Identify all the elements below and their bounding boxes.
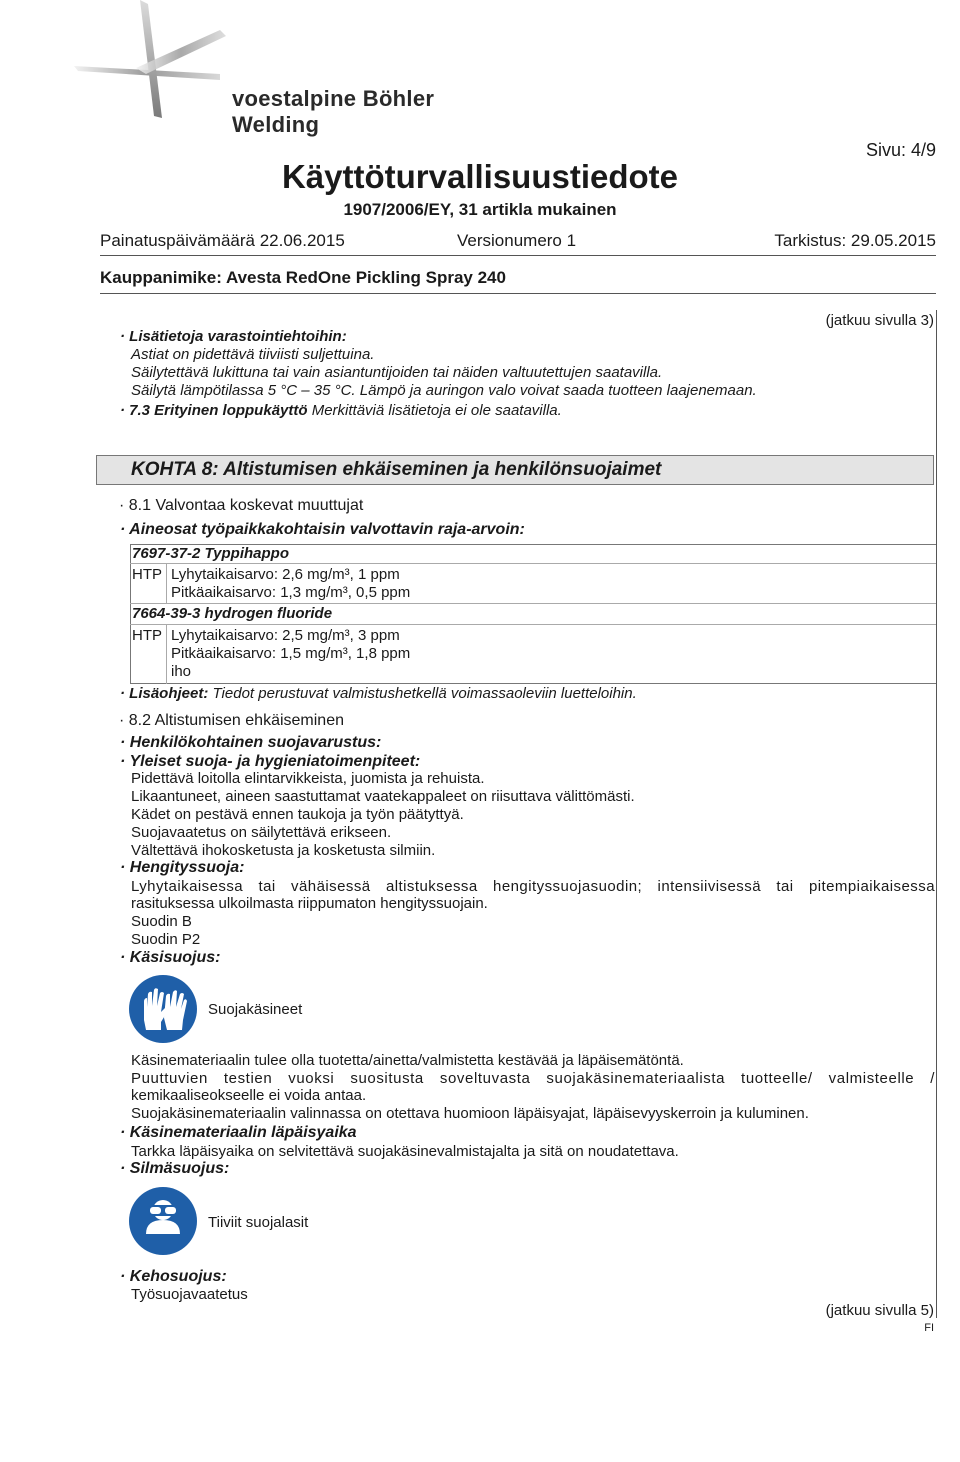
ingredients-heading: · Aineosat työpaikkakohtaisin valvottavin raja-arvoin: (120, 521, 525, 538)
goggles-label: Tiiviit suojalasit (208, 1214, 309, 1231)
hand-protection-text: Suojakäsinemateriaalin valinnassa on otettava huomioon läpäisyajat, läpäisevyyskerroin ja kuluminen. (131, 1105, 809, 1122)
table-divider (166, 624, 167, 684)
section-8-title: KOHTA 8: Altistumisen ehkäiseminen ja henkilönsuojaimet (131, 459, 662, 480)
page-number: Sivu: 4/9 (865, 140, 936, 160)
hand-protection-heading: · Käsisuojus: (120, 949, 221, 966)
document-subtitle: 1907/2006/EY, 31 artikla mukainen (343, 200, 617, 219)
storage-line: Säilytettävä lukittuna tai vain asiantuntijoiden tai näiden valtuutettujen saatavilla. (131, 364, 663, 381)
eye-protection-heading: · Silmäsuojus: (120, 1160, 230, 1177)
section-8-header (96, 455, 934, 485)
company-logo (70, 0, 490, 137)
print-date: Painatuspäivämäärä 22.06.2015 (100, 231, 345, 250)
limit-type: HTP (132, 566, 162, 583)
revision-date: Tarkistus: 29.05.2015 (774, 231, 936, 250)
general-measures-heading: · Yleiset suoja- ja hygieniatoimenpiteet: (120, 753, 421, 770)
permeation-heading: · Käsinemateriaalin läpäisyaika (120, 1124, 357, 1141)
limit-value: Lyhytaikaisarvo: 2,5 mg/m³, 3 ppm (171, 627, 400, 644)
extra-info-label: · Lisäohjeet: (120, 685, 209, 702)
storage-line: Astiat on pidettävä tiiviisti suljettuina. (131, 346, 375, 363)
respiratory-text: Lyhytaikaisessa tai vähäisessä altistuksessa hengityssuojasuodin; intensiivisessä tai pitempiaikaisessa (131, 878, 935, 895)
language-code: FI (924, 1322, 934, 1334)
table-divider (130, 624, 936, 625)
general-measure: Pidettävä loitolla elintarvikkeista, juomista ja rehuista. (131, 770, 485, 787)
header-divider (100, 255, 936, 256)
limit-value: Lyhytaikaisarvo: 2,6 mg/m³, 1 ppm (171, 566, 400, 583)
goggles-icon (128, 1186, 198, 1256)
table-row: 7697-37-2 Typpihappo (132, 545, 289, 562)
document-title: Käyttöturvallisuustiedote (281, 158, 679, 195)
limit-value: Pitkäaikaisarvo: 1,5 mg/m³, 1,8 ppm (171, 645, 411, 662)
continued-to: (jatkuu sivulla 5) (825, 1302, 934, 1319)
limit-type: HTP (132, 627, 162, 644)
table-divider (130, 563, 936, 564)
enduse-text: Merkittäviä lisätietoja ei ole saatavilla. (311, 402, 562, 419)
table-divider (166, 563, 167, 603)
ppe-heading: · Henkilökohtainen suojavarustus: (120, 734, 382, 751)
section-8-2-heading: · 8.2 Altistumisen ehkäiseminen (119, 712, 344, 729)
body-protection-text: Työsuojavaatetus (131, 1286, 248, 1303)
section-8-1-heading: · 8.1 Valvontaa koskevat muuttujat (119, 497, 364, 514)
general-measure: Kädet on pestävä ennen taukoja ja työn päätyttyä. (131, 806, 464, 823)
storage-line: Säilytä lämpötilassa 5 °C – 35 °C. Lämpö ja auringon valo voivat saada tuotteen laajenemaan. (131, 382, 757, 399)
storage-heading: · Lisätietoja varastointiehtoihin: (120, 328, 347, 345)
trade-divider (100, 293, 936, 294)
general-measure: Suojavaatetus on säilytettävä erikseen. (131, 824, 392, 841)
gloves-icon (128, 974, 198, 1044)
body-protection-heading: · Kehosuojus: (120, 1268, 227, 1285)
hand-protection-text: Puuttuvien testien vuoksi suositusta soveltuvasta suojakäsinemateriaalista tuotteelle/ valmisteelle / (131, 1070, 935, 1087)
extra-info-text: Tiedot perustuvat valmistushetkellä voimassaoleviin luetteloihin. (212, 685, 637, 702)
general-measure: Likaantuneet, aineen saastuttamat vaatekappaleet on riisuttava välittömästi. (131, 788, 635, 805)
continued-from: (jatkuu sivulla 3) (825, 312, 934, 329)
right-margin-line (936, 310, 937, 1318)
table-row: 7664-39-3 hydrogen fluoride (132, 605, 333, 622)
limit-value: iho (171, 663, 192, 680)
limit-value: Pitkäaikaisarvo: 1,3 mg/m³, 0,5 ppm (171, 584, 411, 601)
extra-info-row (120, 685, 637, 703)
logo-text: voestalpine Böhler Welding (232, 86, 435, 137)
respiratory-heading: · Hengityssuoja: (120, 859, 245, 876)
respiratory-filter: Suodin P2 (131, 931, 201, 948)
enduse-label: · 7.3 Erityinen loppukäyttö (120, 402, 308, 419)
respiratory-text: rasituksessa ulkoilmasta riippumaton hengityssuojain. (131, 895, 488, 912)
trade-name: Kauppanimike: Avesta RedOne Pickling Spray 240 (100, 268, 506, 287)
general-measure: Vältettävä ihokosketusta ja kosketusta silmiin. (131, 842, 436, 859)
permeation-text: Tarkka läpäisyaika on selvitettävä suojakäsinevalmistajalta ja sitä on noudatettava. (131, 1143, 679, 1160)
hand-protection-text: kemikaaliseokseelle ei voida antaa. (131, 1087, 367, 1104)
enduse-row (120, 402, 562, 420)
respiratory-filter: Suodin B (131, 913, 192, 930)
version-number: Versionumero 1 (457, 231, 577, 250)
hand-protection-text: Käsinemateriaalin tulee olla tuotetta/ainetta/valmistetta kestävää ja läpäisemätöntä. (131, 1052, 684, 1069)
table-divider (130, 603, 936, 604)
gloves-label: Suojakäsineet (208, 1001, 303, 1018)
